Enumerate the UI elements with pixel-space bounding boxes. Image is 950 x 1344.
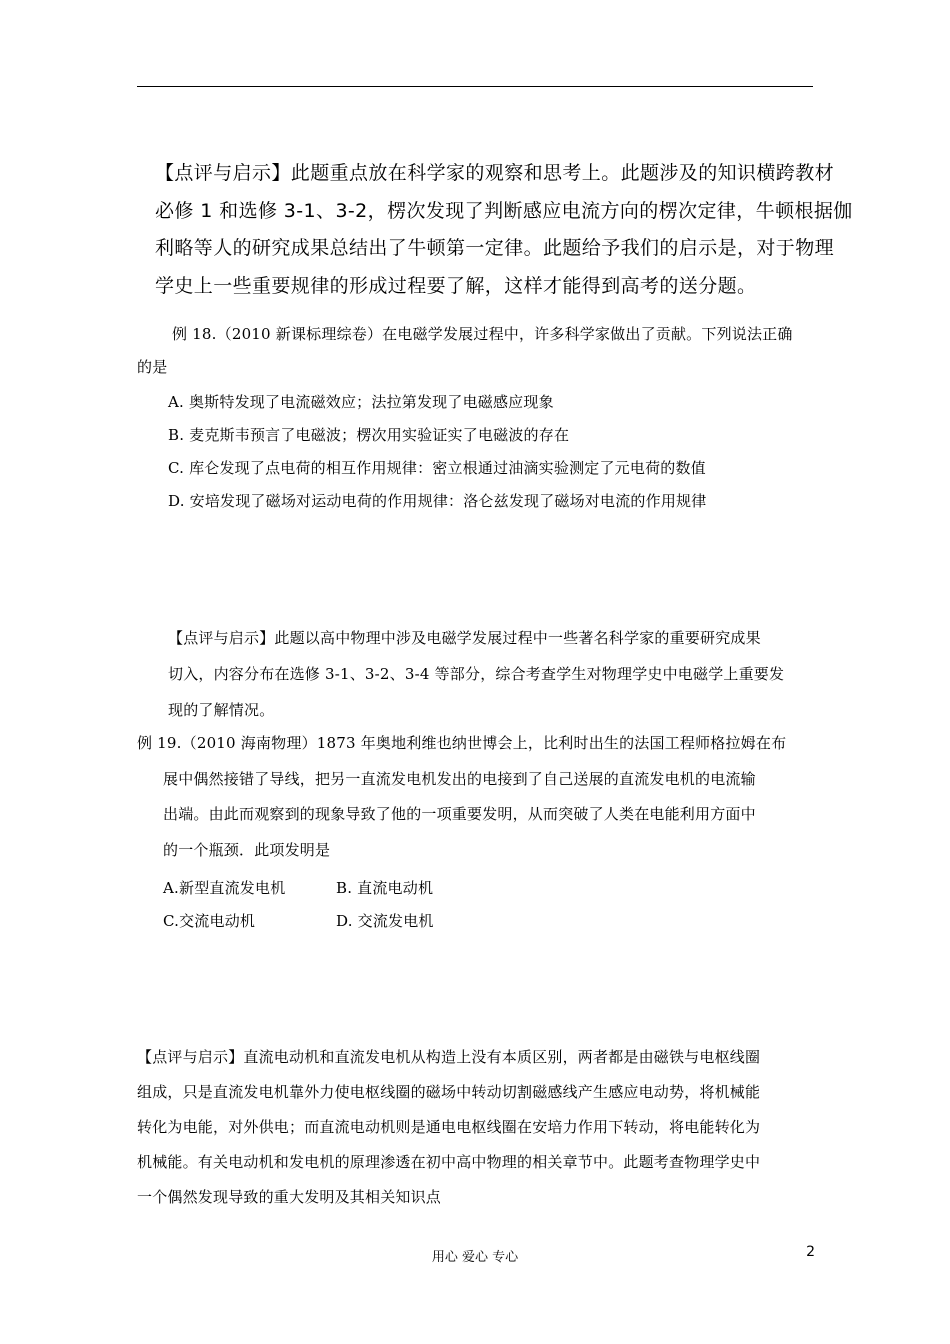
comment-3-line: 【点评与启示】直流电动机和直流发电机从构造上没有本质区别，两者都是由磁铁与电枢线圈 (137, 1048, 761, 1066)
example-19-option-c: C.交流电动机 (163, 912, 256, 930)
comment-2-line: 现的了解情况。 (168, 701, 275, 719)
comment-2-line: 切入，内容分布在选修 3-1、3-2、3-4 等部分，综合考查学生对物理学史中电磁学上重要发 (168, 665, 785, 683)
example-19-stem-line: 例 19.（2010 海南物理）1873 年奥地利维也纳世博会上，比利时出生的法国工程师格拉姆在布 (137, 734, 787, 752)
example-19-stem-line: 的一个瓶颈．此项发明是 (163, 840, 331, 859)
header-rule (137, 86, 813, 87)
example-18-stem-line: 的是 (137, 358, 168, 376)
comment-1-line: 利略等人的研究成果总结出了牛顿第一定律。此题给予我们的启示是，对于物理 (155, 237, 835, 259)
comment-2 (168, 620, 784, 728)
example-18-stem-line: 例 18.（2010 新课标理综卷）在电磁学发展过程中，许多科学家做出了贡献。下列说法正确 (172, 325, 793, 343)
comment-1-line: 必修 1 和选修 3-1、3-2，楞次发现了判断感应电流方向的楞次定律，牛顿根据伽 (155, 199, 853, 222)
example-18-option-c: C. 库仑发现了点电荷的相互作用规律：密立根通过油滴实验测定了元电荷的数值 (168, 459, 706, 477)
example-19-option-row (163, 905, 434, 938)
example-18-options (168, 386, 706, 518)
comment-3-line: 机械能。有关电动机和发电机的原理渗透在初中高中物理的相关章节中。此题考查物理学史中 (137, 1153, 761, 1171)
example-18-option-d: D. 安培发现了磁场对运动电荷的作用规律：洛仑兹发现了磁场对电流的作用规律 (168, 492, 707, 510)
example-18-stem (137, 318, 793, 384)
example-19-option-a: A.新型直流发电机 (163, 879, 286, 897)
comment-1-line: 【点评与启示】此题重点放在科学家的观察和思考上。此题涉及的知识横跨教材 (155, 162, 835, 184)
example-19-options (163, 872, 434, 938)
example-19-option-b: B. 直流电动机 (336, 879, 434, 897)
comment-1-line: 学史上一些重要规律的形成过程要了解，这样才能得到高考的送分题。 (155, 274, 757, 297)
example-19-stem (137, 726, 786, 868)
comment-3-line: 转化为电能，对外供电；而直流电动机则是通电电枢线圈在安培力作用下转动，将电能转化为 (137, 1118, 761, 1136)
example-18-option-b: B. 麦克斯韦预言了电磁波；楞次用实验证实了电磁波的存在 (168, 426, 570, 444)
page-number: 2 (806, 1244, 815, 1260)
example-19-option-d: D. 交流发电机 (336, 912, 434, 930)
example-18-option-a: A. 奥斯特发现了电流磁效应；法拉第发现了电磁感应现象 (168, 393, 554, 411)
footer-slogan: 用心 爱心 专心 (431, 1250, 519, 1265)
example-19-stem-line: 展中偶然接错了导线，把另一直流发电机发出的电接到了自己送展的直流发电机的电流输 (163, 769, 756, 788)
comment-3-line: 组成，只是直流发电机靠外力使电枢线圈的磁场中转动切割磁感线产生感应电动势，将机械能 (137, 1083, 761, 1101)
comment-3 (137, 1040, 760, 1215)
example-19-stem-line: 出端。由此而观察到的现象导致了他的一项重要发明，从而突破了人类在电能利用方面中 (163, 805, 756, 823)
example-19-option-row (163, 872, 434, 905)
comment-3-line: 一个偶然发现导致的重大发明及其相关知识点 (137, 1188, 442, 1206)
comment-2-line: 【点评与启示】此题以高中物理中涉及电磁学发展过程中一些著名科学家的重要研究成果 (168, 629, 761, 647)
comment-1 (155, 155, 853, 305)
